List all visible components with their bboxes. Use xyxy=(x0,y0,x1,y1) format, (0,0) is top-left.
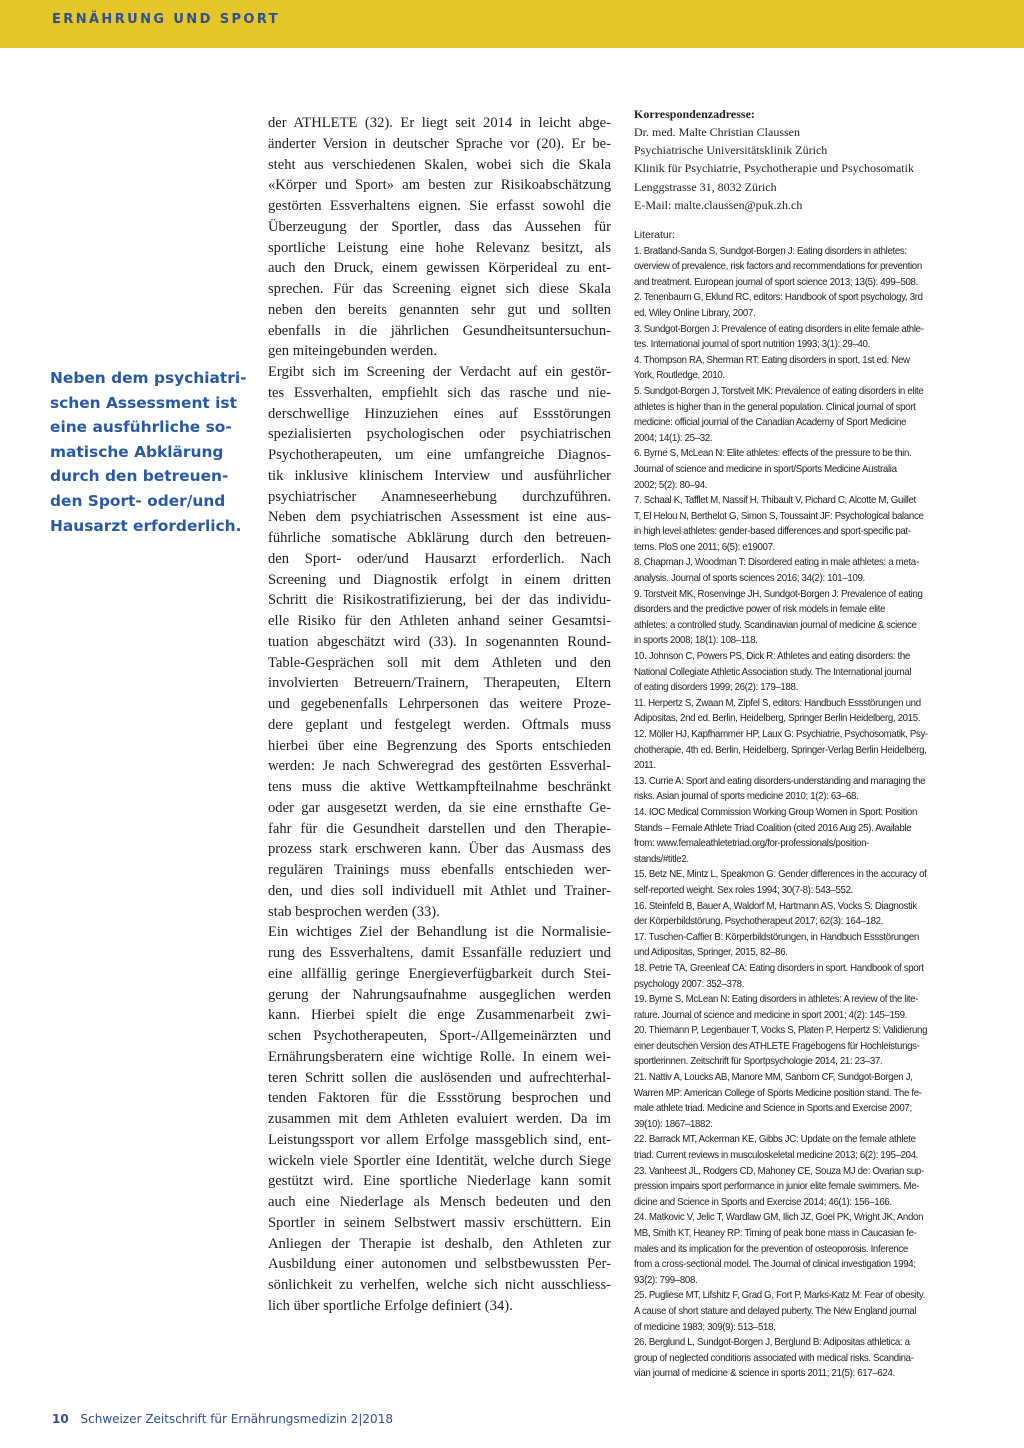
contact-line: Psychiatrische Universitätsklinik Zürich xyxy=(634,143,828,158)
body-text-line: regulären Trainings muss ebenfalls entschieden wer- xyxy=(268,862,611,878)
reference-line: vian journal of medicine & science in sports 2011; 21(5): 617–624. xyxy=(634,1368,895,1380)
reference-line: 14. IOC Medical Commission Working Group Women in Sport: Position xyxy=(634,806,917,818)
literature-heading: Literatur: xyxy=(634,230,676,242)
body-text-line: Ernährungsberatern eine wichtige Rolle. In einem wei- xyxy=(268,1048,611,1065)
body-text-line: oder gar ausgesetzt werden, da sie eine ernsthafte Ge- xyxy=(268,799,611,816)
pull-quote-line: eine ausführliche so- xyxy=(50,418,232,437)
reference-item xyxy=(634,587,973,649)
body-text-line: änderter Version in deutscher Sprache vor (20). Er be- xyxy=(268,135,611,152)
reference-line: of eating disorders 1999; 26(2): 179–188. xyxy=(634,682,798,694)
reference-line: 2004; 14(1): 25–32. xyxy=(634,432,713,444)
contact-line: Dr. med. Malte Christian Claussen xyxy=(634,125,800,139)
reference-line: einer deutschen Version des ATHLETE Fragebogens für Hochleistungs- xyxy=(634,1040,920,1052)
reference-line: 2. Tenenbaum G, Eklund RC, editors: Handbook of sport psychology, 3rd xyxy=(634,292,923,304)
reference-line: Warren MP: American College of Sports Medicine position stand. The fe- xyxy=(634,1087,922,1099)
body-text-line: rung des Essverhaltens, damit Essanfälle reduziert und xyxy=(268,945,611,961)
reference-item xyxy=(634,1210,973,1288)
reference-line: 39(10): 1867–1882. xyxy=(634,1118,713,1130)
pull-quote-line: matische Abklärung xyxy=(50,442,224,461)
reference-line: psychology 2007: 352–378. xyxy=(634,978,745,990)
body-text-line: hierbei über eine Begrenzung des Sports entschieden xyxy=(268,737,611,754)
body-text-line: gestützt wird. Eine sportliche Niederlage kann somit xyxy=(268,1173,611,1190)
body-text-line: stab besprochen werden (33). xyxy=(268,903,440,920)
body-text-line: «Körper und Sport» am besten zur Risikoabschätzung xyxy=(268,177,611,194)
reference-item xyxy=(634,1164,973,1211)
reference-line: group of neglected conditions associated with medical risks. Scandina- xyxy=(634,1352,914,1364)
body-text-line: kann. Hierbei spielt die enge Zusammenarbeit zwi- xyxy=(268,1007,611,1024)
contact-heading: Korrespondenzadresse: xyxy=(634,107,755,121)
reference-item xyxy=(634,930,973,961)
reference-line: stands/#title2. xyxy=(634,853,689,865)
body-text-line: werden: Je nach Schweregrad des gestörten Essverhal- xyxy=(268,758,611,775)
contact-address xyxy=(634,123,974,214)
reference-line: Adipositas, 2nd ed. Berlin, Heidelberg, Springer Berlin Heidelberg, 2015. xyxy=(634,713,921,725)
body-text-line: tuation abgeschätzt wird (33). In sogenannten Round- xyxy=(268,633,611,650)
contact-line: Lenggstrasse 31, 8032 Zürich xyxy=(634,179,777,194)
reference-line: male athlete triad. Medicine and Science in Sports and Exercise 2007; xyxy=(634,1103,912,1115)
reference-line: York, Routledge, 2010. xyxy=(634,370,725,382)
reference-line: analysis. Journal of sports sciences 2016; 34(2): 101–109. xyxy=(634,573,865,585)
reference-item xyxy=(634,1070,973,1132)
reference-line: 7. Schaal K, Tafflet M, Nassif H, Thibault V, Pichard C, Alcotte M, Guillet xyxy=(634,495,916,507)
page-number: 10 xyxy=(52,1412,69,1426)
reference-item xyxy=(634,649,973,696)
reference-line: 25. Pugliese MT, Lifshitz F, Grad G, Fort P, Marks-Katz M: Fear of obesity. xyxy=(634,1290,926,1302)
body-text-line: Table-Gesprächen soll mit dem Athleten und den xyxy=(268,654,611,671)
reference-item xyxy=(634,1288,973,1335)
reference-line: rature. Journal of science and medicine in sport 2001; 4(2): 145–159. xyxy=(634,1009,907,1021)
reference-line: in high level athletes: gender-based differences and sport-specific pat- xyxy=(634,526,911,538)
pull-quote-line: Neben dem psychiatri- xyxy=(50,369,247,387)
reference-item xyxy=(634,384,973,446)
contact-line: Klinik für Psychiatrie, Psychotherapie und Psychosomatik xyxy=(634,161,914,176)
reference-line: tes. International journal of sport nutrition 1993; 3(1): 29–40. xyxy=(634,339,870,351)
reference-line: Stands – Female Athlete Triad Coalition (cited 2016 Aug 25). Available xyxy=(634,822,912,834)
reference-line: from: www.femaleathletetriad.org/for-professionals/position- xyxy=(634,838,870,850)
body-text-line: wickeln viele Sportler eine Identität, welche durch Siege xyxy=(268,1152,611,1169)
reference-line: MB, Smith KT, Heaney RP: Timing of peak bone mass in Caucasian fe- xyxy=(634,1228,917,1240)
body-text-line: den, und dies soll individuell mit Athlet und Trainer- xyxy=(268,882,611,899)
reference-line: overview of prevalence, risk factors and recommendations for prevention xyxy=(634,261,922,273)
body-text-line: gestörten Essverhaltens eignen. Sie erfasst sowohl die xyxy=(268,198,611,214)
body-text-line: sportliche Leistung eine hohe Relevanz besitzt, als xyxy=(268,239,611,256)
reference-list xyxy=(634,244,974,1382)
reference-line: 15. Betz NE, Mintz L, Speakmon G: Gender differences in the accuracy of xyxy=(634,869,927,881)
body-text-line: der ATHLETE (32). Er liegt seit 2014 in leicht abge- xyxy=(268,115,611,131)
page-footer xyxy=(52,1412,393,1426)
reference-line: 17. Tuschen-Caffier B: Körperbildstörungen, in Handbuch Essstörungen xyxy=(634,931,919,943)
body-text-line: spezialisierten psychologischen oder psychiatrischen xyxy=(268,426,611,443)
reference-line: of medicine 1983; 309(9): 513–518. xyxy=(634,1321,776,1333)
reference-line: ed. Wiley Online Library, 2007. xyxy=(634,307,756,319)
reference-line: 18. Petrie TA, Greenleaf CA: Eating disorders in sport. Handbook of sport xyxy=(634,962,924,974)
reference-line: dicine and Science in Sports and Exercise 2014; 46(1): 156–166. xyxy=(634,1196,892,1208)
reference-line: 93(2): 799–808. xyxy=(634,1274,698,1286)
body-text-line: dere geplant und festgelegt werden. Oftmals muss xyxy=(268,716,611,733)
reference-line: pression impairs sport performance in junior elite female swimmers. Me- xyxy=(634,1181,920,1193)
reference-line: chotherapie, 4th ed. Berlin, Heidelberg, Springer-Verlag Berlin Heidelberg, xyxy=(634,744,927,756)
body-text-line: auch eine Niederlage als Mensch bedeuten und den xyxy=(268,1194,611,1210)
reference-line: sportlerinnen. Zeitschrift für Sportpsychologie 2014, 21: 23–37. xyxy=(634,1056,883,1068)
reference-line: 5. Sundgot-Borgen J, Torstveit MK: Prevalence of eating disorders in elite xyxy=(634,385,924,397)
reference-line: 2011. xyxy=(634,760,656,772)
body-text-line: Ein wichtiges Ziel der Behandlung ist die Normalisie- xyxy=(268,924,611,941)
body-text-line: Psychotherapeuten, um eine umfangreiche Diagnos- xyxy=(268,447,611,463)
reference-line: medicine: official journal of the Canadian Academy of Sport Medicine xyxy=(634,417,907,429)
body-text-line: Anliegen der Therapie ist deshalb, den Athleten zur xyxy=(268,1235,611,1252)
body-text-line: Screening und Diagnostik erfolgt in einem dritten xyxy=(268,571,611,588)
reference-item xyxy=(634,727,973,774)
pull-quote xyxy=(50,366,247,538)
reference-line: and treatment. European journal of sport science 2013; 13(5): 499–508. xyxy=(634,276,918,288)
body-text-line: tenden Faktoren für die Essstörung besprochen und xyxy=(268,1090,611,1107)
reference-item xyxy=(634,290,973,321)
body-text-line: steht aus verschiedenen Skalen, wobei sich die Skala xyxy=(268,156,611,173)
reference-line: 20. Thiemann P, Legenbauer T, Vocks S, Platen P, Herpertz S: Validierung xyxy=(634,1025,928,1037)
reference-line: T, El Helou N, Berthelot G, Simon S, Toussaint JF: Psychological balance xyxy=(634,510,924,522)
body-text-line: prozess stark erschweren kann. Über das Ausmass des xyxy=(268,841,611,858)
reference-item xyxy=(634,1335,973,1382)
reference-line: self-reported weight. Sex roles 1994; 30(7-8): 543–552. xyxy=(634,884,854,896)
reference-item xyxy=(634,493,973,555)
reference-line: 10. Johnson C, Powers PS, Dick R: Athletes and eating disorders: the xyxy=(634,651,910,663)
reference-line: 12. Möller HJ, Kapfhammer HP, Laux G: Psychiatrie, Psychosomatik, Psy- xyxy=(634,729,928,741)
reference-line: terns. PloS one 2011; 6(5): e19007. xyxy=(634,541,776,553)
reference-line: 26. Berglund L, Sundgot-Borgen J, Berglund B: Adipositas athletica: a xyxy=(634,1337,910,1349)
journal-title: Schweizer Zeitschrift für Ernährungsmedizin 2|2018 xyxy=(80,1412,393,1426)
reference-line: 3. Sundgot-Borgen J: Prevalence of eating disorders in elite female athle- xyxy=(634,323,924,335)
reference-item xyxy=(634,899,973,930)
reference-line: 2002; 5(2): 80–94. xyxy=(634,479,708,491)
reference-line: 22. Barrack MT, Ackerman KE, Gibbs JC: Update on the female athlete xyxy=(634,1134,916,1146)
sidebar-column xyxy=(634,105,974,1382)
reference-item xyxy=(634,555,973,586)
pull-quote-line: Hausarzt erforderlich. xyxy=(50,516,242,535)
contact-block xyxy=(634,105,974,214)
body-text-line: zusammen mit dem Athleten evaluiert werden. Da im xyxy=(268,1111,611,1127)
reference-item xyxy=(634,244,973,291)
reference-line: in sports 2008; 18(1): 108–118. xyxy=(634,635,758,647)
reference-line: males and its implication for the prevention of osteoporosis. Inference xyxy=(634,1243,908,1255)
section-title: ERNÄHRUNG UND SPORT xyxy=(52,12,280,27)
pull-quote-line: durch den betreuen- xyxy=(50,467,229,486)
body-text-line: eine allfällig geringe Energieverfügbarkeit durch Stei- xyxy=(268,965,611,982)
body-text-line: den Sport- oder/und Hausarzt erforderlich. Nach xyxy=(268,550,611,567)
header-band xyxy=(0,0,1024,48)
reference-item xyxy=(634,446,973,493)
body-text-line: Ergibt sich im Screening der Verdacht auf ein gestör- xyxy=(268,364,611,380)
body-text-line: neben den bereits genannten sehr gut und sollten xyxy=(268,301,611,318)
body-text-line: sönlichkeit zu verhelfen, welche sich nicht ausschliess- xyxy=(268,1277,611,1293)
body-text-line: elle Risiko für den Athleten anhand seiner Gesamtsi- xyxy=(268,613,611,629)
body-text-line: und gegebenenfalls Lehrpersonen das weitere Proze- xyxy=(268,696,611,712)
reference-line: 11. Herpertz S, Zwaan M, Zipfel S, editors: Handbuch Essstörungen und xyxy=(634,697,921,709)
pull-quote-line: den Sport- oder/und xyxy=(50,491,226,510)
reference-line: National Collegiate Athletic Association study. The International journal xyxy=(634,666,912,678)
reference-item xyxy=(634,805,973,867)
reference-line: triad. Current reviews in musculoskeletal medicine 2013; 6(2): 195–204. xyxy=(634,1150,919,1162)
body-text-line: führliche somatische Abklärung durch den betreuen- xyxy=(268,530,611,546)
reference-line: 8. Chapman J, Woodman T: Disordered eating in male athletes: a meta- xyxy=(634,557,919,569)
reference-item xyxy=(634,961,973,992)
reference-line: athletes: a controlled study. Scandinavian journal of medicine & science xyxy=(634,619,917,631)
body-text-line: fahr für die Gesundheit darstellen und den Therapie- xyxy=(268,820,611,837)
reference-line: A cause of short stature and delayed puberty. The New England journal xyxy=(634,1305,917,1317)
body-text-line: derschwellige Hinzuziehen eines auf Essstörungen xyxy=(268,405,611,422)
body-text-line: Schritt die Risikostratifizierung, bei der das individu- xyxy=(268,592,611,609)
reference-line: 21. Nattiv A, Loucks AB, Manore MM, Sanborn CF, Sundgot-Borgen J, xyxy=(634,1072,913,1084)
body-text-line: sprechen. Für das Screening eignet sich diese Skala xyxy=(268,281,611,297)
reference-line: 16. Steinfeld B, Bauer A, Waldorf M, Hartmann AS, Vocks S: Diagnostik xyxy=(634,900,917,912)
body-text-line: schen Psychotherapeuten, Sport-/Allgemeinärzten und xyxy=(268,1028,611,1044)
reference-line: 4. Thompson RA, Sherman RT: Eating disorders in sport, 1st ed. New xyxy=(634,354,910,366)
reference-line: 6. Byrne S, McLean N: Elite athletes: effects of the pressure to be thin. xyxy=(634,448,912,460)
reference-line: 1. Bratland-Sanda S, Sundgot-Borgen J: Eating disorders in athletes: xyxy=(634,245,907,257)
body-text-line: lich über sportliche Erfolge definiert (34). xyxy=(268,1297,513,1314)
body-text-line: Sportler in seinem Selbstwert massiv erschüttern. Ein xyxy=(268,1214,611,1231)
reference-line: 23. Vanheest JL, Rodgers CD, Mahoney CE, Souza MJ de: Ovarian sup- xyxy=(634,1165,924,1177)
reference-item xyxy=(634,992,973,1023)
reference-item xyxy=(634,867,973,898)
contact-email[interactable]: E-Mail: malte.claussen@puk.zh.ch xyxy=(634,197,803,212)
body-text-line: teren Schritt sollen die auslösenden und aufrechterhal- xyxy=(268,1069,611,1086)
reference-item xyxy=(634,774,973,805)
reference-line: Journal of science and medicine in sport/Sports Medicine Australia xyxy=(634,463,897,475)
reference-item xyxy=(634,696,973,727)
reference-item xyxy=(634,322,973,353)
body-text-line: psychiatrischer Anamneseerhebung durchzuführen. xyxy=(268,488,611,505)
body-text-line: tik inklusive klinischem Interview und ausführlicher xyxy=(268,467,611,484)
pull-quote-line: schen Assessment ist xyxy=(50,393,237,412)
reference-line: 13. Currie A: Sport and eating disorders-understanding and managing the xyxy=(634,775,926,787)
body-text-line: tens muss die aktive Wettkampfteilnahme beschränkt xyxy=(268,779,611,795)
reference-line: 24. Matkovic V, Jelic T, Wardlaw GM, Ilich JZ, Goel PK, Wright JK, Andon xyxy=(634,1212,924,1224)
reference-line: disorders and the predictive power of risk models in female elite xyxy=(634,604,886,616)
body-text-line: gerung der Nahrungsaufnahme ausgeglichen werden xyxy=(268,986,611,1003)
reference-item xyxy=(634,1023,973,1070)
reference-line: from a cross-sectional model. The Journal of clinical investigation 1994; xyxy=(634,1259,916,1271)
body-text-line: Neben dem psychiatrischen Assessment ist eine aus- xyxy=(268,509,611,526)
reference-line: und Adipositas, Springer, 2015, 82–86. xyxy=(634,947,788,959)
reference-line: der Körperbildstörung. Psychotherapeut 2017; 62(3): 164–182. xyxy=(634,916,884,928)
reference-item xyxy=(634,1132,973,1163)
main-text-column xyxy=(268,113,611,1317)
body-text-line: involvierten Betreuern/Trainern, Therapeuten, Eltern xyxy=(268,675,611,692)
body-text-line: Überzeugung der Sportler, dass das Aussehen für xyxy=(268,218,611,235)
reference-line: athletes is higher than in the general population. Clinical journal of sport xyxy=(634,401,916,413)
reference-line: 19. Byrne S, McLean N: Eating disorders in athletes: A review of the lite- xyxy=(634,994,919,1006)
body-text-line: Ausbildung einer autonomen und selbstbewussten Per- xyxy=(268,1256,611,1273)
body-text-line: Leistungssport vor allem Erfolge massgeblich sind, ent- xyxy=(268,1131,611,1148)
body-text-line: ebenfalls in die jährlichen Gesundheitsuntersuchun- xyxy=(268,322,611,339)
reference-item xyxy=(634,353,973,384)
reference-line: 9. Torstveit MK, Rosenvinge JH, Sundgot-Borgen J: Prevalence of eating xyxy=(634,588,923,600)
body-text-line: auch den Druck, einem gewissen Körperideal zu ent- xyxy=(268,260,611,277)
body-text-line: gen miteingebunden werden. xyxy=(268,343,437,360)
body-text-line: tes Essverhalten, empfiehlt sich das rasche und nie- xyxy=(268,384,611,401)
reference-line: risks. Asian journal of sports medicine 2010; 1(2): 63–68. xyxy=(634,791,859,803)
